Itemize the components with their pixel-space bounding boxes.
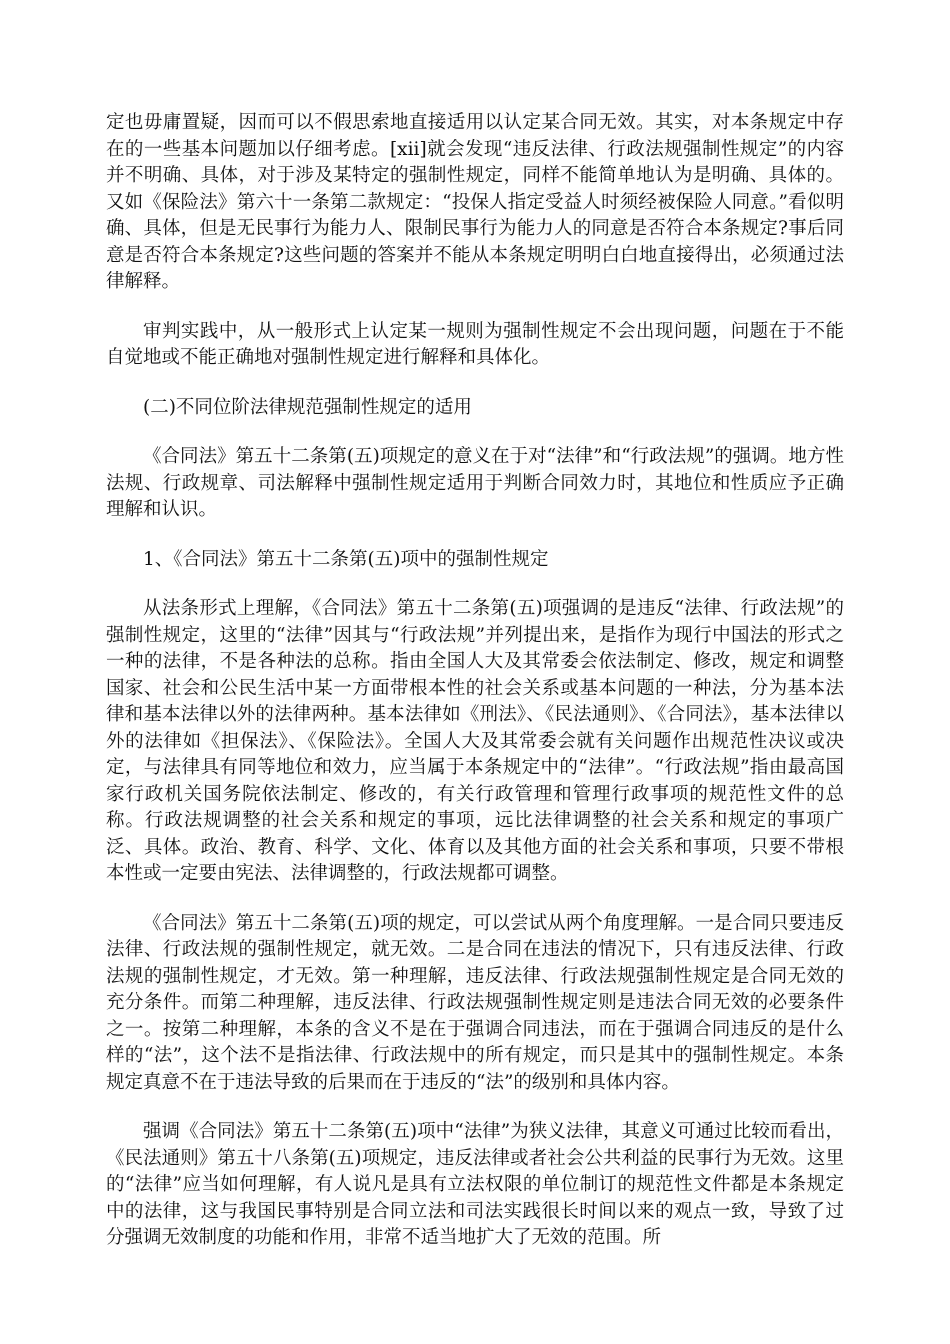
subsection-heading: 1、《合同法》第五十二条第(五)项中的强制性规定 [143, 548, 549, 570]
paragraph-comparison: 强调《合同法》第五十二条第(五)项中“法律”为狭义法律，其意义可通过比较而看出，《民法通则》第五十八条第(五)项规定，违反法律或者社会公共利益的民事行为无效。这里的“法律”应当如何理解，有人说凡是具有立法权限的单位制订的规范性文件都是本条规定中的法律，这与我国民事特别是合同立法和司法实践很长时间以来的观点一致，导致了过分强调无效制度的功能和作用，非常不适当地扩大了无效的范围。所 [106, 1121, 844, 1248]
paragraph-law-definition: 从法条形式上理解，《合同法》第五十二条第(五)项强调的是违反“法律、行政法规”的强制性规定，这里的“法律”因其与“行政法规”并列提出来，是指作为现行中国法的形式之一种的法律，不是各种法的总称。指由全国人大及其常委会依法制定、修改，规定和调整国家、社会和公民生活中某一方面带根本性的社会关系或基本问题的一种法，分为基本法律和基本法律以外的法律两种。基本法律如《刑法》、《民法通则》、《合同法》，基本法律以外的法律如《担保法》、《保险法》。全国人大及其常委会就有关问题作出规范性决议或决定，与法律具有同等地位和效力，应当属于本条规定中的“法律”。“行政法规”指由最高国家行政机关国务院依法制定、修改的，有关行政管理和管理行政事项的规范性文件的总称。行政法规调整的社会关系和规定的事项，远比法律调整的社会关系和规定的事项广泛、具体。政治、教育、科学、文化、体育以及其他方面的社会关系和事项，只要不带根本性或一定要由宪法、法律调整的，行政法规都可调整。 [106, 598, 844, 884]
paragraph-two-interpretations: 《合同法》第五十二条第(五)项的规定，可以尝试从两个角度理解。一是合同只要违反法律、行政法规的强制性规定，就无效。二是合同在违法的情况下，只有违反法律、行政法规的强制性规定，才无效。第一种理解，违反法律、行政法规强制性规定是合同无效的充分条件。而第二种理解，违反法律、行政法规强制性规定则是违法合同无效的必要条件之一。按第二种理解，本条的含义不是在于强调合同违法，而在于强调合同违反的是什么样的“法”，这个法不是指法律、行政法规中的所有规定，而只是其中的强制性规定。本条规定真意不在于违法导致的后果而在于违反的“法”的级别和具体内容。 [106, 912, 844, 1093]
paragraph-intro: 《合同法》第五十二条第(五)项规定的意义在于对“法律”和“行政法规”的强调。地方性法规、行政规章、司法解释中强制性规定适用于判断合同效力时，其地位和性质应予正确理解和认识。 [106, 446, 844, 520]
document-page [106, 110, 844, 1275]
section-heading: (二)不同位阶法律规范强制性规定的适用 [143, 396, 472, 418]
paragraph-judicial-practice: 审判实践中，从一般形式上认定某一规则为强制性规定不会出现问题，问题在于不能自觉地或不能正确地对强制性规定进行解释和具体化。 [106, 320, 844, 368]
paragraph-continuation: 定也毋庸置疑，因而可以不假思索地直接适用以认定某合同无效。其实，对本条规定中存在的一些基本问题加以仔细考虑。[xii]就会发现“违反法律、行政法规强制性规定”的内容并不明确、具体，对于涉及某特定的强制性规定，同样不能简单地认为是明确、具体的。又如《保险法》第六十一条第二款规定：“投保人指定受益人时须经被保险人同意。”看似明确、具体，但是无民事行为能力人、限制民事行为能力人的同意是否符合本条规定?事后同意是否符合本条规定?这些问题的答案并不能从本条规定明明白白地直接得出，必须通过法律解释。 [106, 112, 844, 292]
